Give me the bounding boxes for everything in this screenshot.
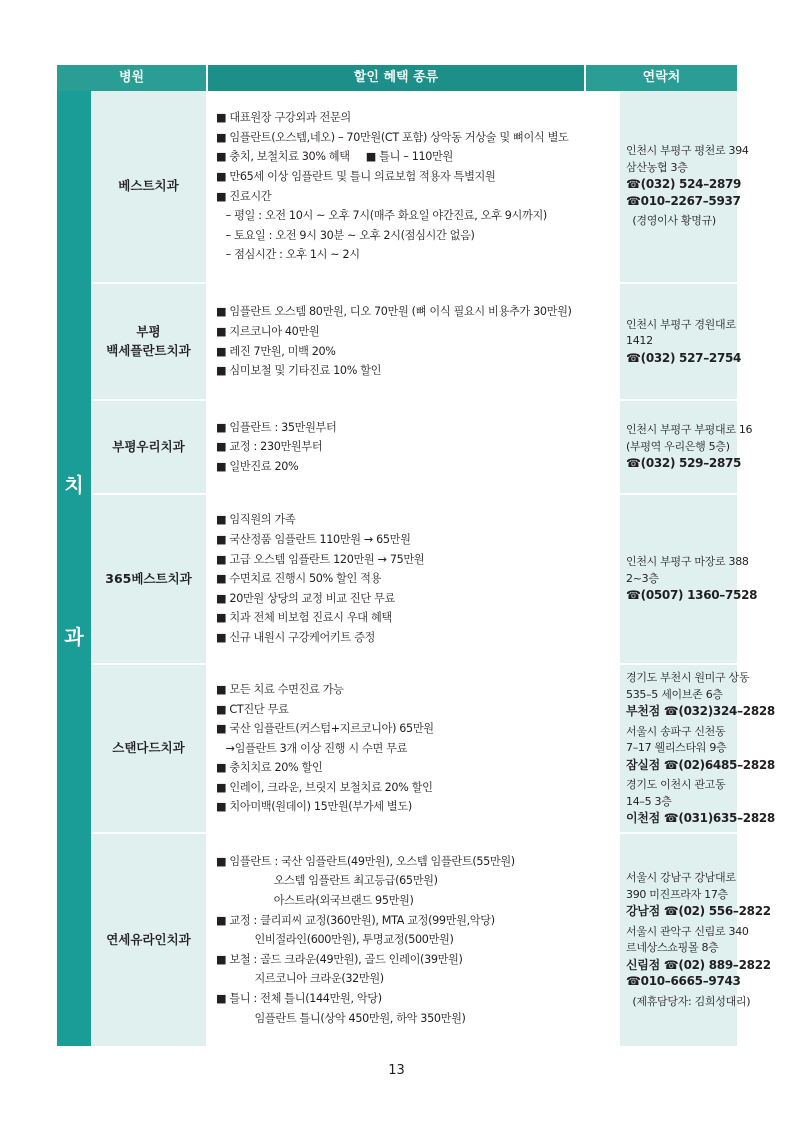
hospital-name-line: 연세유라인치과 [106,931,191,947]
category-column [57,91,91,1046]
contact-address: 14–5 3층 [626,794,672,808]
benefit-item: ■ 임플란트 오스템 80만원, 디오 70만원 (뼈 이식 필요시 비용추가 30만원) [216,305,572,319]
contact-address: 인천시 부평구 경원대로 [626,317,736,331]
contact-phone: 부천점 ☎(032)324–2828 [626,704,775,719]
benefit-list [208,284,618,399]
benefit-item: ■ 수면치료 진행시 50% 할인 적용 [216,572,382,586]
benefit-item: – 점심시간 : 오후 1시 ~ 2시 [216,248,360,262]
contact-phone: 강남점 ☎(02) 556–2822 [626,904,771,918]
contact-phone: 잠실점 ☎(02)6485–2828 [626,757,775,772]
contact-address: 서울시 송파구 신천동 [626,724,726,738]
header-benefits: 할인 혜택 종류 [208,65,584,91]
contact-address: 인천시 부평구 평천로 394 [626,144,749,158]
benefit-item: ■ 국산 임플란트(커스텀+지르코니아) 65만원 [216,722,434,736]
benefit-item: ■ 임직원의 가족 [216,513,296,527]
hospital-name [91,401,206,493]
benefit-item: ■ 치과 전체 비보험 진료시 우대 혜택 [216,611,392,625]
hospital-name-line: 부평 [136,324,161,340]
benefit-item: ■ 레진 7만원, 미백 20% [216,344,336,358]
contact-address: 삼산농협 3층 [626,160,688,174]
benefit-item: ■ CT진단 무료 [216,702,289,716]
contact-info [620,284,742,399]
benefit-item: 지르코니아 크라운(32만원) [216,972,384,986]
contact-phone: ☎(032) 529–2875 [626,456,742,471]
contact-info [620,665,775,832]
benefit-item: ■ 교정 : 클리피씨 교정(360만원), MTA 교정(99만원,악당) [216,913,495,927]
benefit-item: ■ 보철 : 골드 크라운(49만원), 골드 인레이(39만원) [216,952,463,966]
hospital-name-line: 스탠다드치과 [112,740,185,756]
contact-phone: ☎010–2267–5937 [626,193,741,208]
hospital-name [91,495,206,663]
benefit-item: ■ 신규 내원시 구강케어키트 증정 [216,630,375,644]
contact-address: 2~3층 [626,571,659,585]
contact-phone: 이천점 ☎(031)635–2828 [626,811,775,826]
contact-phone: 신림점 ☎(02) 889–2822 [626,957,771,972]
category-char-2: 과 [64,625,84,649]
header-hospital: 병원 [57,65,206,91]
contact-address: 경기도 이천시 관고동 [626,778,726,792]
contact-address: 390 미진프라자 17층 [626,887,728,901]
hospital-name [91,284,206,399]
hospital-name [91,665,206,832]
table-row [91,401,753,495]
contact-address: (부평역 우리은행 5층) [626,439,730,453]
hospital-name-line: 베스트치과 [118,178,179,194]
hospital-name-line: 365베스트치과 [105,570,192,586]
contact-phone: ☎(0507) 1360–7528 [626,588,758,603]
contact-address: 535–5 세이브존 6층 [626,687,723,701]
benefit-item: ■ 치아미백(원데이) 15만원(부가세 별도) [216,800,412,814]
hospital-name-line: 백세플란트치과 [106,342,191,358]
contact-address: 서울시 관악구 신림로 340 [626,924,749,938]
contact-address: 1412 [626,334,653,348]
contact-phone: ☎010–6665–9743 [626,974,741,988]
benefit-item: ■ 지르코니아 40만원 [216,324,320,338]
benefit-item: ■ 국산정품 임플란트 110만원 → 65만원 [216,533,411,547]
benefit-item: ■ 일반진료 20% [216,459,299,473]
category-char-1: 치 [64,473,84,497]
benefit-list [208,91,618,282]
benefit-item: ■ 만65세 이상 임플란트 및 틀니 의료보험 적용자 특별지원 [216,169,496,183]
contact-address: (경영이사 황명규) [626,214,716,228]
benefit-list [208,665,618,832]
benefit-item: ■ 충치치료 20% 할인 [216,761,323,775]
page-number: 13 [388,1063,405,1078]
table-row [91,284,742,401]
benefit-item: 오스템 임플란트 최고등급(65만원) [216,874,438,888]
contact-info [620,401,753,493]
hospital-name [91,91,206,282]
contact-info [620,834,771,1046]
table-row [91,834,771,1048]
contact-address: (제휴담당자: 김희성대리) [626,994,751,1008]
benefit-item: ■ 틀니 : 전체 틀니(144만원, 악당) [216,991,382,1005]
benefit-item: ■ 20만원 상당의 교정 비교 진단 무료 [216,591,395,605]
contact-address: 인천시 부평구 부평대로 16 [626,423,753,437]
benefit-item: – 평일 : 오전 10시 ~ 오후 7시(매주 화요일 야간진료, 오후 9시까지) [216,209,547,223]
benefit-item: ■ 임플란트 : 35만원부터 [216,420,337,434]
contact-address: 경기도 부천시 원미구 상동 [626,671,750,685]
benefit-item: ■ 인레이, 크라운, 브릿지 보철치료 20% 할인 [216,780,433,794]
benefit-item: – 토요일 : 오전 9시 30분 ~ 오후 2시(점심시간 없음) [216,228,475,242]
benefit-item: ■ 심미보철 및 기타진료 10% 할인 [216,364,382,378]
hospital-name [91,834,206,1046]
contact-info [620,495,758,663]
contact-address: 서울시 강남구 강남대로 [626,871,736,884]
benefit-list [208,834,618,1046]
contact-phone: ☎(032) 524–2879 [626,177,742,192]
benefit-item: 아스트라(외국브랜드 95만원) [216,894,414,908]
contact-info [620,91,749,282]
table-row [91,665,775,834]
table-row [91,495,758,665]
benefit-item: ■ 임플란트(오스템,네오) – 70만원(CT 포함) 상악동 거상술 및 뼈이식 별도 [216,130,569,144]
benefit-item: ■ 진료시간 [216,189,272,203]
benefit-list [208,401,618,493]
benefit-item: ■ 충치, 보철치료 30% 혜택 ■ 틀니 – 110만원 [216,150,453,164]
hospital-name-line: 부평우리치과 [112,438,185,454]
benefit-item: ■ 임플란트 : 국산 임플란트(49만원), 오스템 임플란트(55만원) [216,854,515,868]
benefit-item: →임플란트 3개 이상 진행 시 수면 무료 [216,741,408,755]
contact-phone: ☎(032) 527–2754 [626,350,742,365]
header-contact: 연락처 [586,65,737,91]
benefit-list [208,495,618,663]
table-row [91,91,749,284]
benefit-item: ■ 모든 치료 수면진료 가능 [216,682,344,696]
benefit-item: ■ 교정 : 230만원부터 [216,440,323,454]
benefit-item: ■ 대표원장 구강외과 전문의 [216,111,351,125]
contact-address: 인천시 부평구 마장로 388 [626,555,749,569]
contact-address: 르네상스쇼핑몰 8층 [626,941,719,954]
benefit-item: 인비절라인(600만원), 투명교정(500만원) [216,933,454,947]
benefit-item: ■ 고급 오스템 임플란트 120만원 → 75만원 [216,552,425,566]
contact-address: 7–17 웰리스타워 9층 [626,741,727,755]
benefit-item: 임플란트 틀니(상악 450만원, 하악 350만원) [216,1011,466,1025]
